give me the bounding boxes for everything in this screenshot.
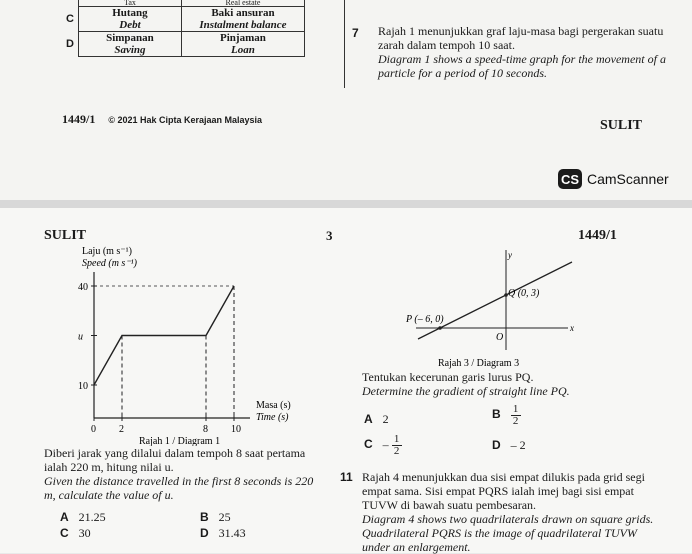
- speed-time-graph: [44, 246, 304, 446]
- question-7-intro: [378, 24, 670, 80]
- point-p: [438, 326, 442, 330]
- option-d-label: D: [66, 38, 74, 50]
- x-tick-label: 2: [119, 424, 124, 435]
- ylabel-english: Speed (m s⁻¹): [82, 258, 137, 269]
- cell-simpanan: Simpanan: [106, 32, 154, 44]
- question-11-malay: Rajah 4 menunjukkan dua sisi empat dilukis pada grid segi empat sama. Sisi empat PQRS ialah imej bagi sisi empat TUVW di bawah suatu pembesaran.: [362, 470, 645, 512]
- cell-hutang: Hutang: [112, 7, 148, 19]
- question-11-english: Diagram 4 shows two quadrilaterals drawn on square grids. Quadrilateral PQRS is the image of quadrilateral TUVW under an enlargement.: [362, 512, 654, 554]
- xlabel-malay: Masa (s): [256, 400, 291, 411]
- footer-sulit: SULIT: [600, 118, 643, 133]
- question-11-body: [362, 470, 662, 554]
- q10-option-b[interactable]: B $\frac{1}{2}$: [492, 404, 521, 427]
- camscanner-watermark: [558, 169, 669, 189]
- cell-loan: Loan: [231, 44, 255, 56]
- camscanner-label: CamScanner: [587, 171, 669, 187]
- table-header-tax: Tax: [78, 0, 181, 7]
- exam-page: [0, 208, 692, 553]
- page-footer: [62, 112, 262, 127]
- q10-option-c[interactable]: C – $\frac{1}{2}$: [364, 434, 402, 457]
- graph-ticks: [78, 282, 241, 435]
- diagram-3-caption: Rajah 3 / Diagram 3: [438, 358, 520, 369]
- table-header-real-estate: Real estate: [181, 0, 304, 7]
- x-tick-label: 0: [91, 424, 96, 435]
- straight-line-diagram: [396, 250, 596, 370]
- question-11-number: 11: [340, 470, 353, 484]
- diagram-1-caption: Rajah 1 / Diagram 1: [139, 436, 221, 446]
- cell-baki-ansuran: Baki ansuran: [211, 7, 275, 19]
- x-tick-label: 10: [231, 424, 241, 435]
- cell-debt: Debt: [119, 19, 141, 31]
- d3-point-q-label: Q (0, 3): [508, 288, 540, 299]
- question-7-body-english: Given the distance travelled in the first 8 seconds is 220 m, calculate the value of u.: [44, 474, 314, 502]
- footer-copyright: © 2021 Hak Cipta Kerajaan Malaysia: [108, 115, 263, 125]
- column-divider: [344, 0, 345, 88]
- previous-page: [0, 0, 692, 200]
- question-10-body: [362, 370, 662, 398]
- option-c-label: C: [66, 13, 74, 25]
- q7-option-a[interactable]: A 21.25: [60, 510, 106, 524]
- y-tick-label: u: [78, 331, 83, 343]
- footer-code: 1449/1: [62, 112, 96, 126]
- y-tick-label: 40: [78, 282, 88, 293]
- cell-instalment-balance: Instalment balance: [199, 19, 287, 31]
- d3-point-p-label: P (– 6, 0): [406, 314, 444, 325]
- x-tick-label: 8: [203, 424, 208, 435]
- question-7-malay: Rajah 1 menunjukkan graf laju-masa bagi pergerakan suatu zarah dalam tempoh 10 saat.: [378, 24, 664, 52]
- question-7-number: 7: [352, 26, 359, 40]
- q10-option-a[interactable]: A 2: [364, 412, 389, 426]
- question-10-malay: Tentukan kecerunan garis lurus PQ.: [362, 370, 534, 384]
- d3-y-label: y: [508, 250, 512, 260]
- cell-saving: Saving: [114, 44, 146, 56]
- question-7-body-malay: Diberi jarak yang dilalui dalam tempoh 8 saat pertama ialah 220 m, hitung nilai u.: [44, 446, 306, 474]
- ylabel-malay: Laju (m s⁻¹): [82, 246, 132, 257]
- d3-x-label: x: [570, 323, 574, 333]
- answer-table: [60, 0, 305, 57]
- y-tick-label: 10: [78, 381, 88, 392]
- header-sulit: SULIT: [44, 228, 87, 243]
- d3-origin: O: [496, 332, 504, 343]
- q7-option-b[interactable]: B 25: [200, 510, 231, 524]
- speed-line: [94, 286, 234, 385]
- page-gap: [0, 200, 692, 208]
- d3-marks: [418, 262, 572, 339]
- question-7-english: Diagram 1 shows a speed-time graph for the movement of a particle for a period of 10 seconds.: [378, 52, 666, 80]
- header-paper-code: 1449/1: [578, 228, 617, 243]
- q7-option-c[interactable]: C 30: [60, 526, 91, 540]
- question-7-body: [44, 446, 326, 502]
- header-page-number: 3: [326, 228, 333, 243]
- graph-marks: [94, 286, 234, 418]
- cell-pinjaman: Pinjaman: [220, 32, 266, 44]
- q7-option-d[interactable]: D 31.43: [200, 526, 246, 540]
- xlabel-english: Time (s): [256, 412, 289, 423]
- camscanner-logo-icon: CS: [558, 169, 582, 189]
- question-10-english: Determine the gradient of straight line PQ.: [362, 384, 570, 398]
- q10-option-d[interactable]: D – 2: [492, 438, 526, 452]
